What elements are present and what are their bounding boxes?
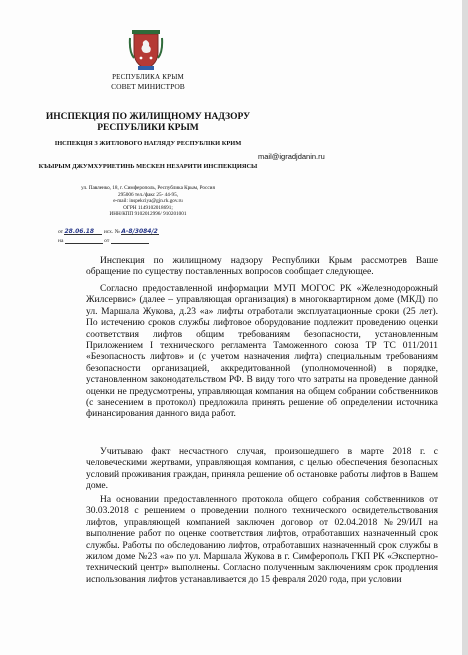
reg-date-field xyxy=(64,228,102,235)
registration-line xyxy=(58,228,159,235)
council-label: СОВЕТ МИНИСТРОВ xyxy=(111,82,185,91)
address-line: ул. Павленко, 18, г. Симферополь, Республика Крым, Россия xyxy=(81,185,215,191)
address-line: ИНН/КПП 9102012996/ 910201001 xyxy=(109,211,187,218)
paragraph-text: На основании предоставленного протокола общего собрания собственников от 30.03.2018 с решением о проведении полного технического освидетельствования лифтов, управляющей компанией заключен договор от 02.04.2018 №29/ИЛ на выполнение работ по оценке соответствия лифтов, отработавших назначенный срок службы. Работы по обследованию лифтов, отработавших назначенный срок службы в жилом доме №23 «а» по ул. Маршала Жукова в г. Симферополь ГКП РК «Экспертно-технический центр» выполнены. Согласно полученным заключениям срок продления использования лифтов устанавливается до 15 февраля 2020 года, при условии xyxy=(86,495,438,585)
paragraph-text: Учитываю факт несчастного случая, произошедшего в марте 2018 г. с человеческими жертвами, управляющая компания, с целью обеспечения безопасных условий проживания граждан, приняла решение об остановке работы лифтов в Вашем доме. xyxy=(86,447,438,492)
address-line: ОГРН 1149102018691; xyxy=(123,204,173,211)
reply-from-label: от xyxy=(104,238,110,244)
crimea-emblem-icon xyxy=(128,28,164,72)
reply-line xyxy=(58,237,149,244)
reg-number-field xyxy=(121,228,159,235)
paragraph-text: Согласно предоставленной информации МУП МОГОС РК «Железнодорожный Жилсервис» (далее – управляющая организация) в многоквартирном доме (МКД) по ул. Маршала Жукова, д.23 «а» лифты отработали эксплуатационные сроки (25 лет). По истечению сроков службы лифтовое оборудование подлежит проведению оценки соответствия лифтов общим требованиям безопасности, установленным Приложением I технического регламента Таможенного союза ТР ТС 011/2011 «Безопасность лифтов» и (с учетом назначения лифта) специальным требованиям безопасности организацией, аккредитованной (уполномоченной) в порядке, установленном законодательством РФ. В виду того что затраты на проведение данной оценки не предусмотрены, управляющая компания на общем собрании собственников (с занесением в протокол) предложила принять решение об определении источника финансирования данного вида работ. xyxy=(86,284,438,420)
address-block xyxy=(38,185,258,218)
address-line: e-mail: inspekciya@gjn.rk.gov.ru xyxy=(113,198,183,205)
reg-number-value: А-8/3084/2 xyxy=(121,228,158,235)
page-edge xyxy=(462,0,468,655)
paragraph-intro xyxy=(86,256,438,279)
reply-on-label: на xyxy=(58,238,64,244)
paragraph-text: Инспекция по жилищному надзору Республики Крым рассмотрев Ваше обращение по существу поставленных вопросов сообщает следующее. xyxy=(86,256,438,278)
reg-from-label: от xyxy=(58,229,64,235)
address-line: 295006 тел./факс 25- 44-95, xyxy=(117,191,179,198)
inspection-title-ua: ІНСПЕКЦІЯ З ЖИТЛОВОГО НАГЛЯДУ РЕСПУБЛІКИ КРИМ xyxy=(54,140,242,147)
reg-number-label: исх. № xyxy=(103,229,120,235)
inspection-title-crh: КЪЫРЫМ ДЖУМХУРИЕТИНЬ МЕСКЕН НЕЗАРИТИ ИНСПЕКЦИЯСЫ xyxy=(38,163,258,170)
inspection-title-ru: ИНСПЕКЦИЯ ПО ЖИЛИЩНОМУ НАДЗОРУ РЕСПУБЛИКИ КРЫМ xyxy=(45,112,251,133)
republic-label: РЕСПУБЛИКА КРЫМ xyxy=(112,73,184,81)
paragraph-accident xyxy=(86,447,438,493)
recipient-email: mail@igradjdanin.ru xyxy=(258,152,325,161)
paragraph-info xyxy=(86,284,438,421)
reply-number-field xyxy=(65,237,103,244)
reply-date-field xyxy=(111,237,149,244)
paragraph-protocol xyxy=(86,495,438,586)
reg-date-value: 28.06.18 xyxy=(64,228,95,235)
